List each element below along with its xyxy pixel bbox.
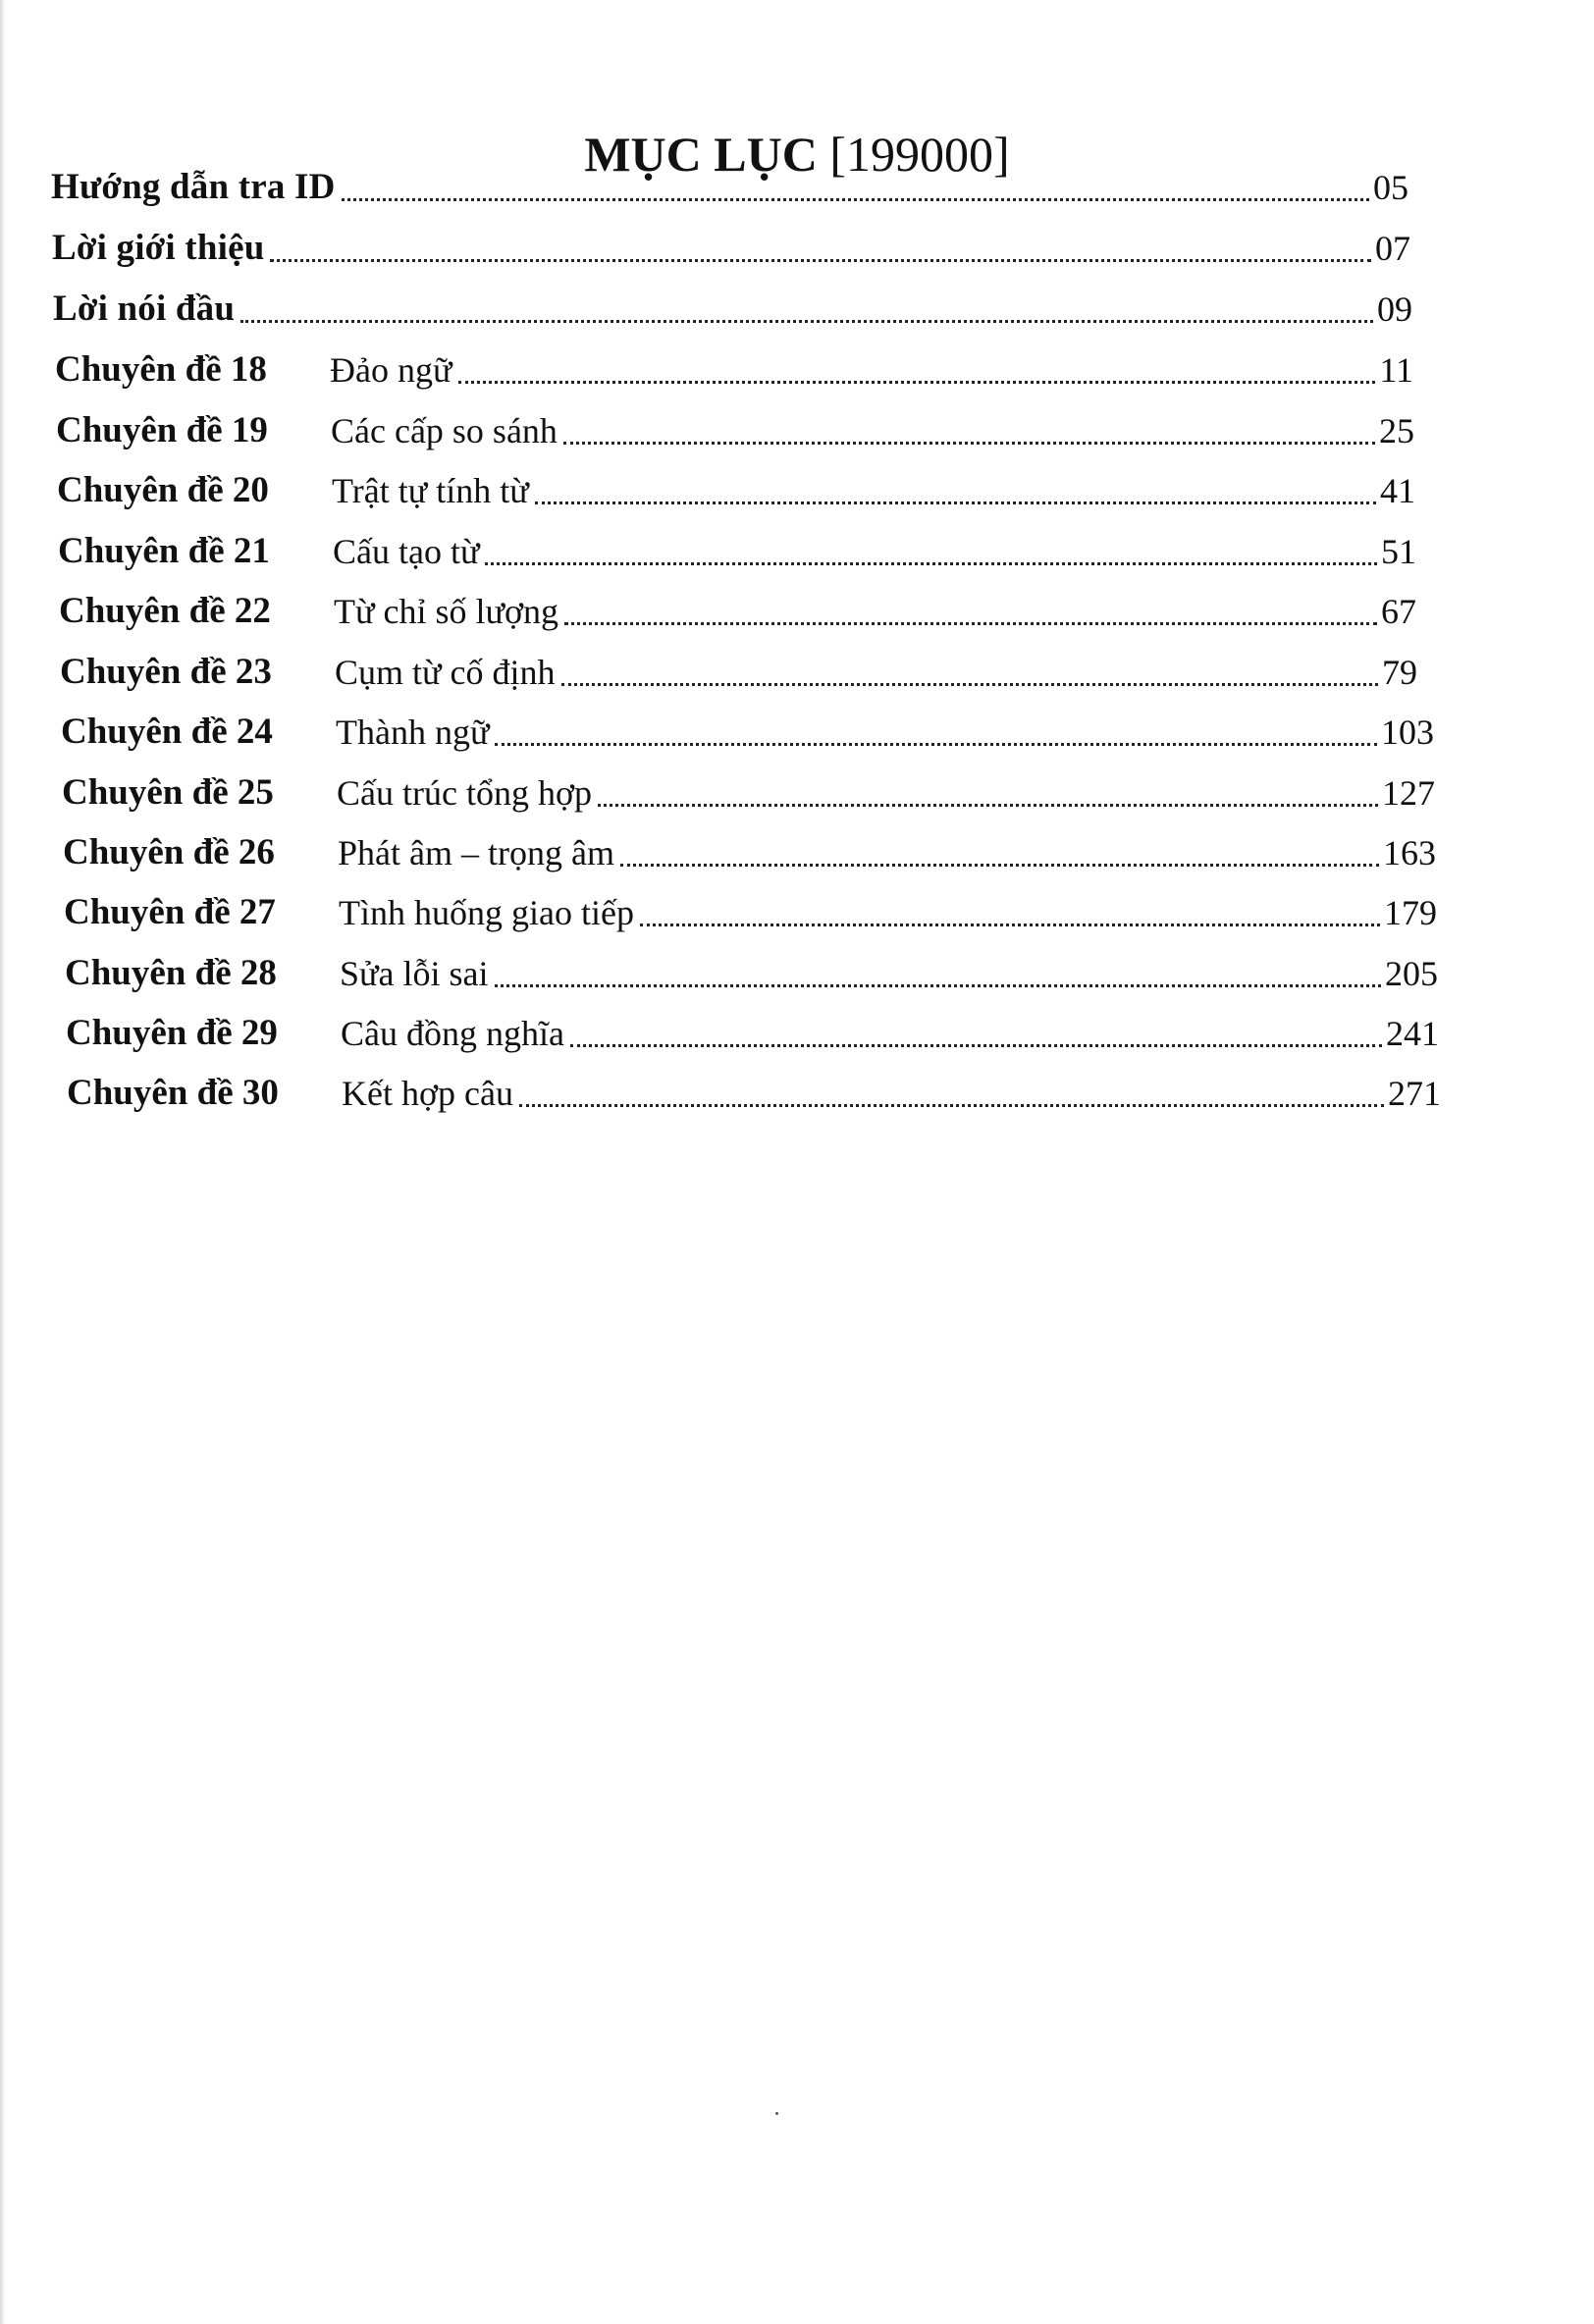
topic-number: Chuyên đề 23 [60, 652, 272, 692]
toc-page-number: 179 [1384, 893, 1437, 932]
topic-name: Sửa lỗi sai [340, 954, 489, 993]
topic-number: Chuyên đề 21 [58, 531, 270, 571]
toc-row-introduction[interactable] [52, 226, 1410, 271]
topic-name: Câu đồng nghĩa [341, 1014, 564, 1053]
toc-page-number: 271 [1388, 1074, 1441, 1113]
toc-page-number: 25 [1379, 411, 1414, 450]
toc-label: Lời giới thiệu [52, 228, 265, 268]
toc-row-topic-22[interactable] [59, 589, 1416, 634]
toc-page-number: 163 [1383, 833, 1436, 872]
dot-leader [458, 381, 1376, 384]
toc-label: Lời nói đầu [53, 289, 236, 329]
topic-number: Chuyên đề 28 [65, 953, 277, 993]
topic-name: Cụm từ cố định [335, 653, 556, 692]
topic-number: Chuyên đề 20 [57, 470, 269, 510]
dot-leader [495, 743, 1377, 746]
dot-leader [535, 502, 1376, 504]
toc-page-number: 241 [1386, 1014, 1439, 1053]
toc-row-topic-24[interactable] [61, 710, 1434, 755]
topic-name: Phát âm – trọng âm [338, 833, 614, 872]
topic-number: Chuyên đề 18 [55, 349, 267, 390]
toc-page-number: 67 [1381, 592, 1416, 631]
toc-page-number: 11 [1379, 350, 1413, 390]
topic-number: Chuyên đề 22 [59, 591, 271, 631]
topic-number: Chuyên đề 27 [64, 892, 276, 932]
toc-label: Hướng dẫn tra ID [51, 167, 336, 207]
dot-leader [495, 984, 1381, 987]
title-main: MỤC LỤC [584, 126, 818, 182]
toc-page-number: 79 [1382, 653, 1417, 692]
topic-name: Từ chỉ số lượng [334, 592, 559, 631]
dot-leader [564, 622, 1377, 625]
toc-row-topic-25[interactable] [62, 770, 1435, 816]
topic-name: Trật tự tính từ [332, 471, 529, 510]
topic-name: Thành ngữ [336, 713, 490, 752]
dot-leader [620, 864, 1379, 867]
dot-leader [485, 562, 1377, 565]
topic-name: Tình huống giao tiếp [339, 893, 634, 932]
toc-row-topic-21[interactable] [58, 529, 1416, 574]
dot-leader [598, 804, 1378, 807]
toc-row-topic-29[interactable] [66, 1011, 1439, 1056]
toc-row-topic-27[interactable] [64, 890, 1437, 935]
toc-row-topic-28[interactable] [65, 951, 1438, 996]
toc-page-number: 51 [1381, 532, 1416, 571]
scan-speck [775, 2112, 778, 2115]
topic-name: Các cấp so sánh [331, 411, 558, 450]
dot-leader [519, 1104, 1384, 1107]
dot-leader [561, 683, 1378, 686]
dot-leader [342, 198, 1369, 201]
topic-name: Kết hợp câu [342, 1074, 513, 1113]
toc-page-number: 07 [1375, 229, 1410, 268]
toc-row-topic-18[interactable] [55, 347, 1413, 393]
toc-page-number: 09 [1377, 290, 1412, 329]
topic-name: Đảo ngữ [330, 350, 452, 390]
toc-row-guide[interactable] [51, 165, 1408, 210]
toc-row-topic-19[interactable] [56, 408, 1414, 453]
title-id: [199000] [829, 126, 1010, 182]
toc-page-number: 205 [1385, 954, 1438, 993]
toc-page-number: 41 [1380, 471, 1415, 510]
topic-number: Chuyên đề 30 [67, 1073, 279, 1113]
toc-row-topic-20[interactable] [57, 468, 1415, 513]
toc-row-preface[interactable] [53, 287, 1412, 332]
dot-leader [640, 924, 1380, 926]
dot-leader [563, 442, 1375, 445]
dot-leader [270, 259, 1371, 262]
toc-page-number: 127 [1382, 773, 1435, 813]
topic-number: Chuyên đề 19 [56, 410, 268, 450]
dot-leader [240, 320, 1373, 323]
topic-number: Chuyên đề 25 [62, 772, 274, 813]
topic-number: Chuyên đề 26 [63, 832, 275, 872]
toc-page-number: 05 [1373, 168, 1408, 207]
topic-number: Chuyên đề 24 [61, 712, 273, 752]
toc-page-number: 103 [1381, 713, 1434, 752]
toc-row-topic-23[interactable] [60, 650, 1417, 695]
topic-number: Chuyên đề 29 [66, 1013, 278, 1053]
toc-row-topic-30[interactable] [67, 1071, 1441, 1116]
toc-row-topic-26[interactable] [63, 830, 1436, 875]
topic-name: Cấu trúc tổng hợp [337, 773, 592, 813]
topic-name: Cấu tạo từ [333, 532, 480, 571]
dot-leader [570, 1044, 1382, 1047]
